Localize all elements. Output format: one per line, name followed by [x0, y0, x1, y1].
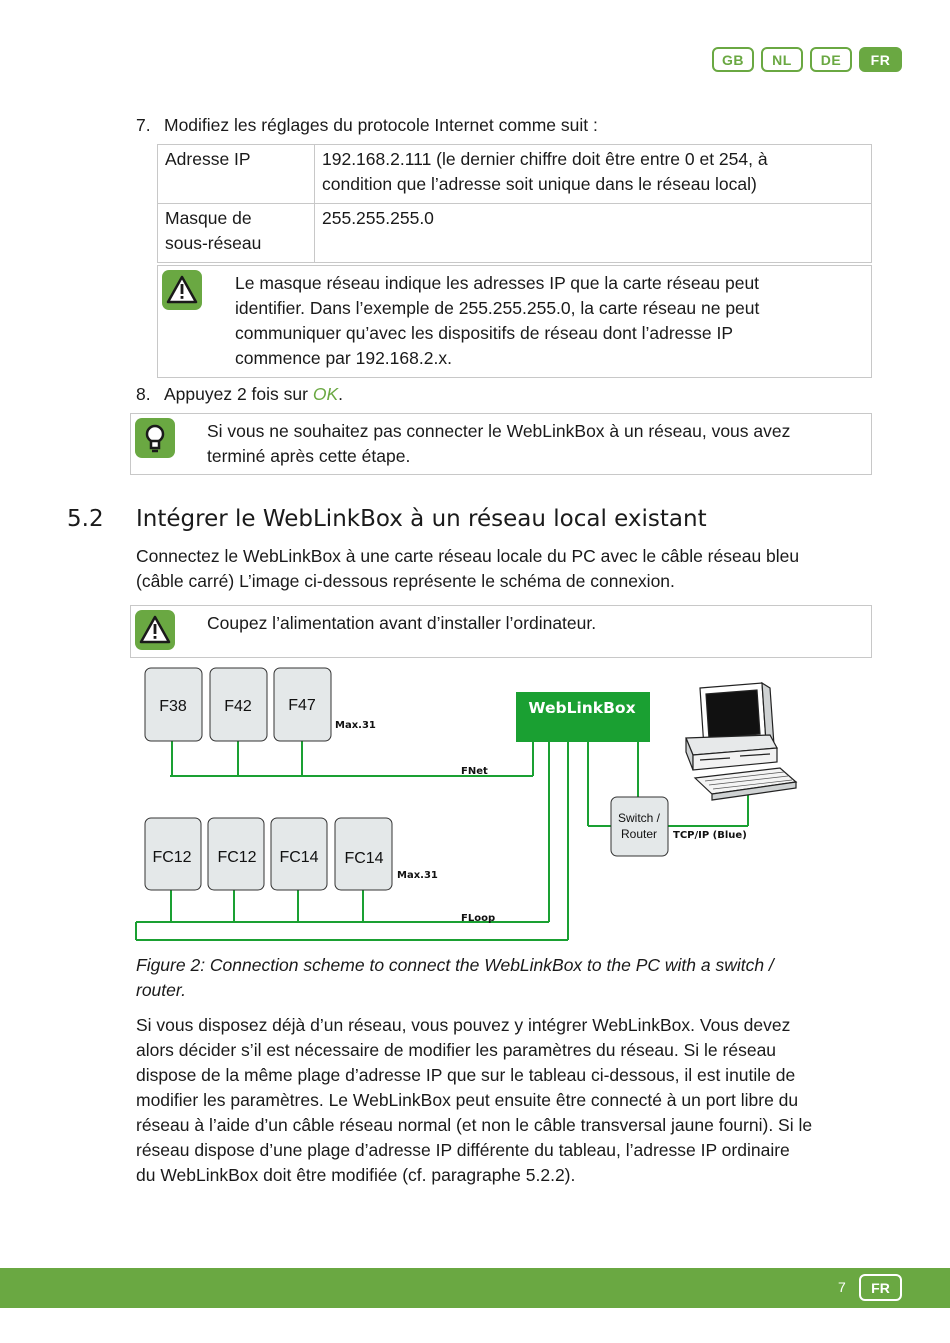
ip-settings-table: [157, 144, 872, 263]
table-cell-value: 192.168.2.111 (le dernier chiffre doit être entre 0 et 254, à condition que l’adresse soit unique dans le réseau local): [315, 145, 872, 204]
table-cell-label: Masque de sous-réseau: [158, 204, 315, 263]
section-number: 5.2: [67, 506, 104, 532]
warning-text: Coupez l’alimentation avant d’installer l’ordinateur.: [207, 613, 597, 633]
floop-label: FLoop: [461, 913, 496, 924]
lang-tab-fr[interactable]: FR: [859, 47, 902, 72]
intro-paragraph: Connectez le WebLinkBox à une carte réseau locale du PC avec le câble réseau bleu (câble carré) L’image ci-dessous représente le schéma de connexion.: [136, 546, 800, 591]
lang-tab-de[interactable]: DE: [810, 47, 852, 72]
warning-icon: [135, 610, 175, 650]
top-max-label: Max.31: [335, 720, 376, 731]
bottom-max-label: Max.31: [397, 870, 438, 881]
step-7-number: 7.: [136, 115, 151, 135]
tcpip-label: TCP/IP (Blue): [673, 830, 747, 841]
device-label: F42: [224, 698, 252, 715]
fnet-device: [145, 668, 202, 741]
device-label: FC12: [152, 849, 192, 866]
tip-note: [130, 413, 872, 475]
router-label: Router: [620, 827, 658, 841]
connection-diagram: [0, 660, 950, 950]
body-paragraph: Si vous disposez déjà d’un réseau, vous pouvez y intégrer WebLinkBox. Vous devez alors décider s’il est nécessaire de modifier les paramètres du réseau. Si le réseau dispose de la même plage d’adresse IP que sur le tableau ci-dessous, il est inutile de modifier les paramètres. Le WebLinkBox peut ensuite être connecté à un port libre du réseau à l’aide d’un câble réseau normal (et non le câble transversal jaune fourni). Si le réseau dispose d’une plage d’adresse IP différente du tableau, l’adresse IP ordinaire du WebLinkBox doit être modifiée (cf. paragraphe 5.2.2).: [136, 1015, 813, 1185]
warning-note-netmask: [157, 265, 872, 378]
floop-device: [208, 818, 264, 890]
footer-lang-badge: FR: [859, 1274, 902, 1301]
lightbulb-icon: [135, 418, 175, 458]
page-number: 7: [838, 1279, 846, 1295]
table-cell-label: Adresse IP: [158, 145, 315, 204]
fnet-device: [274, 668, 331, 741]
warning-icon: [162, 270, 202, 310]
warning-note-power: [130, 605, 872, 658]
section-title: Intégrer le WebLinkBox à un réseau local existant: [136, 506, 707, 532]
weblinkbox-label: WebLinkBox: [528, 699, 636, 717]
table-row: [158, 204, 872, 263]
device-label: FC14: [344, 850, 384, 867]
switch-label: Switch /: [617, 811, 661, 825]
tip-text: Si vous ne souhaitez pas connecter le WebLinkBox à un réseau, vous avez terminé après cette étape.: [207, 421, 791, 466]
footer-bar: [0, 1268, 950, 1308]
lang-tab-nl[interactable]: NL: [761, 47, 803, 72]
step-8-number: 8.: [136, 384, 151, 404]
fnet-device: [210, 668, 267, 741]
ok-label: OK: [312, 384, 339, 404]
floop-device: [271, 818, 327, 890]
step-8-text: Appuyez 2 fois sur OK.: [164, 384, 343, 404]
fnet-label: FNet: [461, 766, 488, 777]
floop-device: [145, 818, 201, 890]
table-row: [158, 145, 872, 204]
device-label: FC14: [279, 849, 319, 866]
device-label: F47: [288, 697, 316, 714]
lang-tab-gb[interactable]: GB: [712, 47, 754, 72]
warning-text: Le masque réseau indique les adresses IP que la carte réseau peut identifier. Dans l’exemple de 255.255.255.0, la carte réseau ne peut communiquer qu’avec les dispositifs de réseau dont l’adresse IP commence par 192.168.2.x.: [235, 273, 760, 368]
figure-caption: Figure 2: Connection scheme to connect the WebLinkBox to the PC with a switch / router.: [136, 955, 774, 1000]
device-label: F38: [159, 698, 187, 715]
computer-icon: [686, 683, 796, 800]
device-label: FC12: [217, 849, 257, 866]
floop-device: [335, 818, 392, 890]
step-7-text: Modifiez les réglages du protocole Internet comme suit :: [164, 115, 598, 135]
table-cell-value: 255.255.255.0: [315, 204, 872, 263]
